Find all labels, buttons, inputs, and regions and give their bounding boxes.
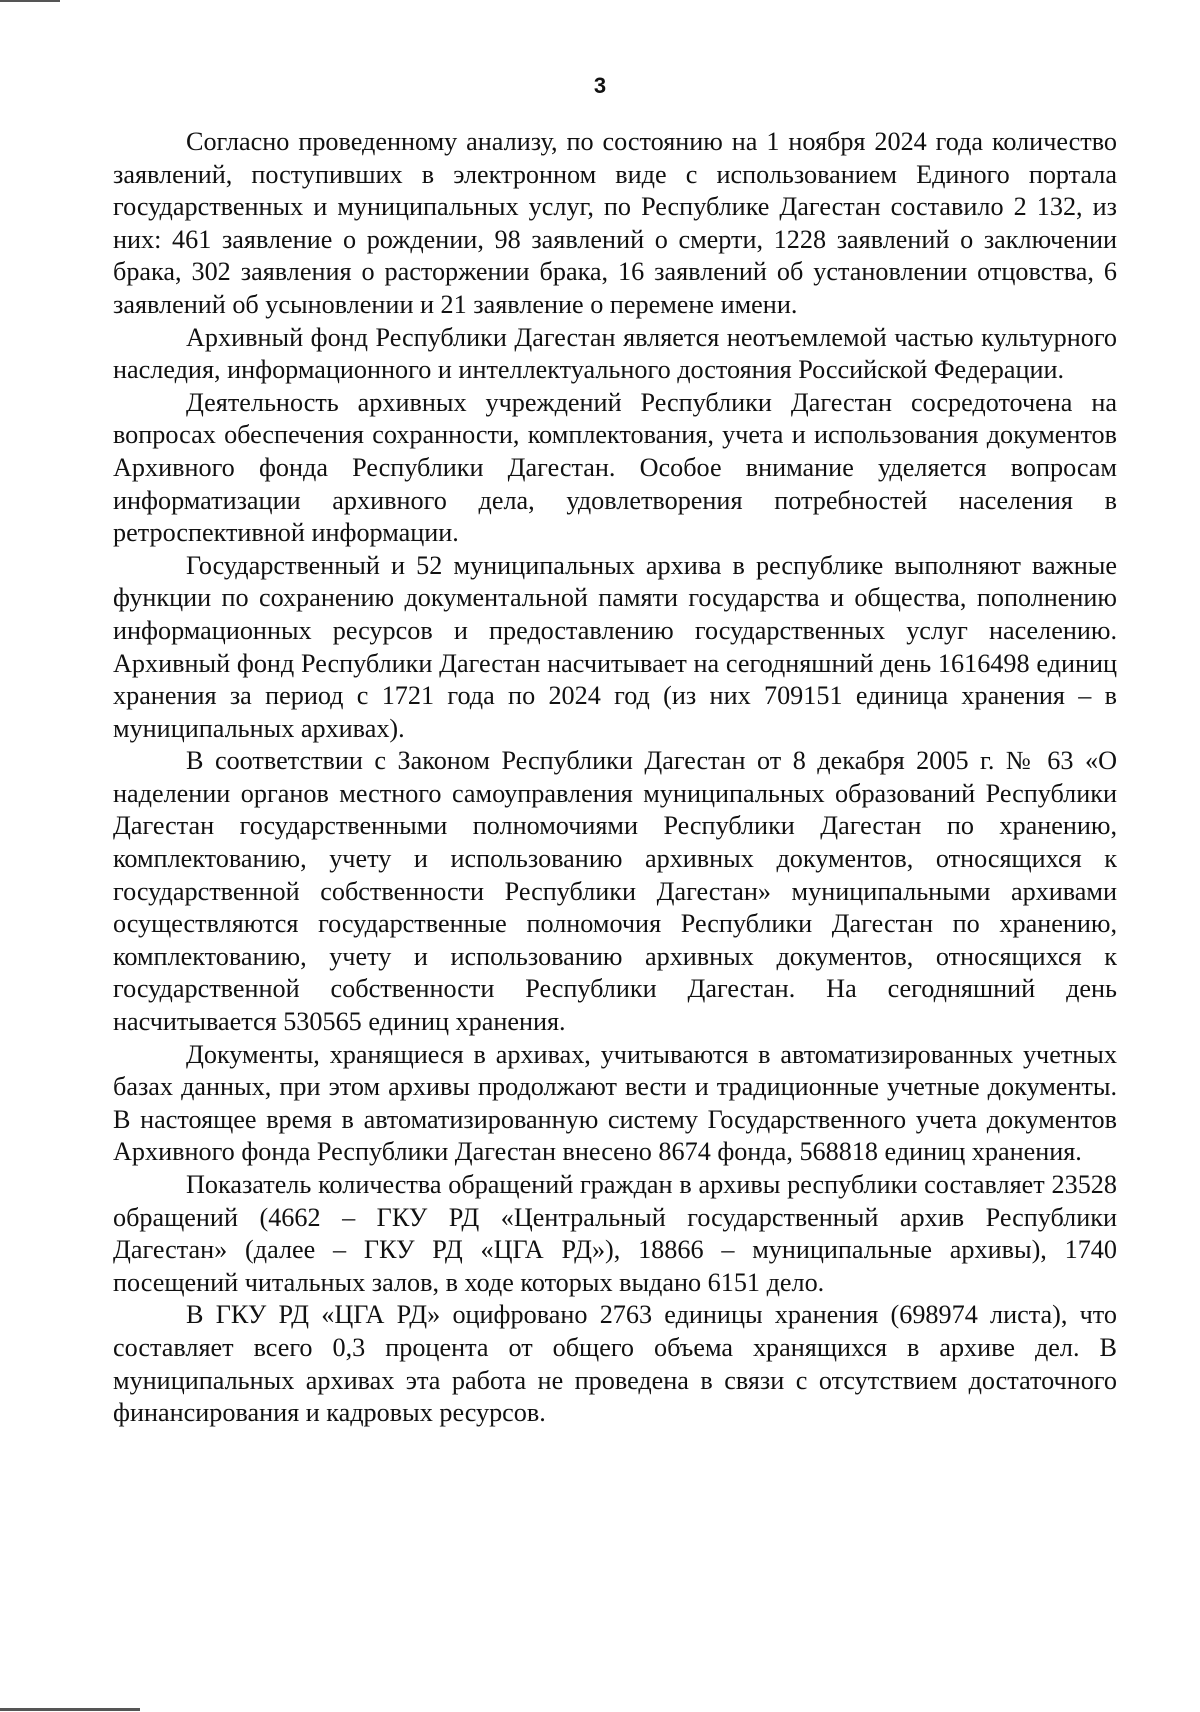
paragraph-digitization: В ГКУ РД «ЦГА РД» оцифровано 2763 единицы хранения (698974 листа), что составляет всего 0,3 процента от общего объема хранящихся в архиве дел. В муниципальных архивах эта работа не проведена в связи с отсутствием достаточного финансирования и кадровых ресурсов.: [113, 1300, 1117, 1428]
paragraph-applications-statistics: Согласно проведенному анализу, по состоянию на 1 ноября 2024 года количество заявлений, поступивших в электронном виде с использованием Единого портала государственных и муниципальных услуг, по Республике Дагестан составило 2 132, из них: 461 заявление о рождении, 98 заявлений о смерти, 1228 заявлений о заключении брака, 302 заявления о расторжении брака, 16 заявлений об установлении отцовства, 6 заявлений об усыновлении и 21 заявление о перемене имени.: [113, 127, 1117, 319]
scan-artifact-top-left: [0, 0, 60, 2]
paragraph-citizen-requests: Показатель количества обращений граждан в архивы республики составляет 23528 обращений (4662 – ГКУ РД «Центральный государственный архив Республики Дагестан» (далее – ГКУ РД «ЦГА РД»), 18866 – муниципальные архивы), 1740 посещений читальных залов, в ходе которых выдано 6151 дело.: [113, 1170, 1117, 1297]
scan-artifact-bottom-left: [0, 1708, 140, 1711]
page-number: 3: [593, 73, 607, 98]
paragraph-archive-fund-heritage: Архивный фонд Республики Дагестан является неотъемлемой частью культурного наследия, информационного и интеллектуального достояния Российской Федерации.: [113, 322, 1117, 385]
paragraph-state-and-municipal-archives: Государственный и 52 муниципальных архива в республике выполняют важные функции по сохранению документальной памяти государства и общества, пополнению информационных ресурсов и предоставлению государственных услуг населению. Архивный фонд Республики Дагестан насчитывает на сегодняшний день 1616498 единиц хранения за период с 1721 года по 2024 год (из них 709151 единица хранения – в муниципальных архивах).: [113, 550, 1117, 743]
paragraph-archive-institutions-activity: Деятельность архивных учреждений Республики Дагестан сосредоточена на вопросах обеспечения сохранности, комплектования, учета и использования документов Архивного фонда Республики Дагестан. Особое внимание уделяется вопросам информатизации архивного дела, удовлетворения потребностей населения в ретроспективной информации.: [113, 387, 1117, 548]
paragraph-law-on-powers: В соответствии с Законом Республики Дагестан от 8 декабря 2005 г. № 63 «О наделении органов местного самоуправления муниципальных образований Республики Дагестан государственными полномочиями Республики Дагестан по хранению, комплектованию, учету и использованию архивных документов, относящихся к государственной собственности Республики Дагестан» муниципальными архивами осуществляются государственные полномочия Республики Дагестан по хранению, комплектованию, учету и использованию архивных документов, относящихся к государственной собственности Республики Дагестан. На сегодняшний день насчитывается 530565 единиц хранения.: [113, 746, 1117, 1037]
document-body: [113, 126, 1117, 1430]
paragraph-automated-accounting: Документы, хранящиеся в архивах, учитываются в автоматизированных учетных базах данных, при этом архивы продолжают вести и традиционные учетные документы. В настоящее время в автоматизированную систему Государственного учета документов Архивного фонда Республики Дагестан внесено 8674 фонда, 568818 единиц хранения.: [113, 1039, 1117, 1167]
